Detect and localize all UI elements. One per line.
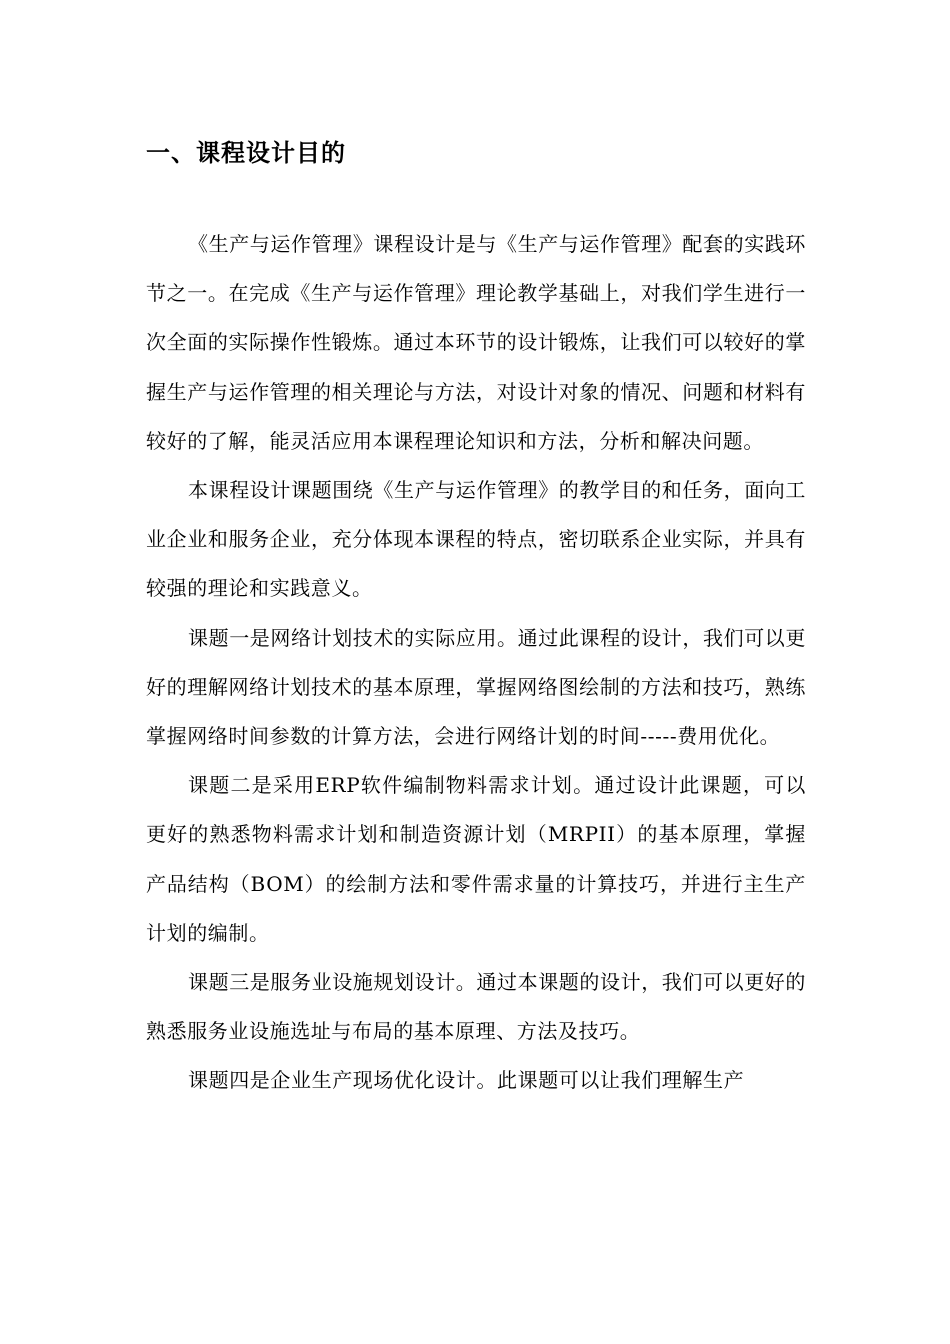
paragraph-topic-one: 课题一是网络计划技术的实际应用。通过此课程的设计，我们可以更好的理解网络计划技术的基本原理，掌握网络图绘制的方法和技巧，熟练掌握网络时间参数的计算方法，会进行网络计划的时间-----费用优化。 — [146, 625, 806, 749]
paragraph-topic-three: 课题三是服务业设施规划设计。通过本课题的设计，我们可以更好的熟悉服务业设施选址与布局的基本原理、方法及技巧。 — [146, 970, 806, 1044]
body-text — [146, 220, 806, 1106]
section-title: 一、课程设计目的 — [146, 139, 346, 167]
paragraph-topic-two: 课题二是采用ERP软件编制物料需求计划。通过设计此课题，可以更好的熟悉物料需求计划和制造资源计划（MRPII）的基本原理，掌握产品结构（BOM）的绘制方法和零件需求量的计算技巧，并进行主生产计划的编制。 — [146, 773, 806, 945]
paragraph-course-design-intro: 《生产与运作管理》课程设计是与《生产与运作管理》配套的实践环节之一。在完成《生产与运作管理》理论教学基础上，对我们学生进行一次全面的实际操作性锻炼。通过本环节的设计锻炼，让我们可以较好的掌握生产与运作管理的相关理论与方法，对设计对象的情况、问题和材料有较好的了解，能灵活应用本课程理论知识和方法，分析和解决问题。 — [146, 232, 806, 453]
paragraph-topic-scope: 本课程设计课题围绕《生产与运作管理》的教学目的和任务，面向工业企业和服务企业，充分体现本课程的特点，密切联系企业实际，并具有较强的理论和实践意义。 — [146, 478, 806, 601]
paragraph-topic-four: 课题四是企业生产现场优化设计。此课题可以让我们理解生产 — [188, 1068, 745, 1093]
